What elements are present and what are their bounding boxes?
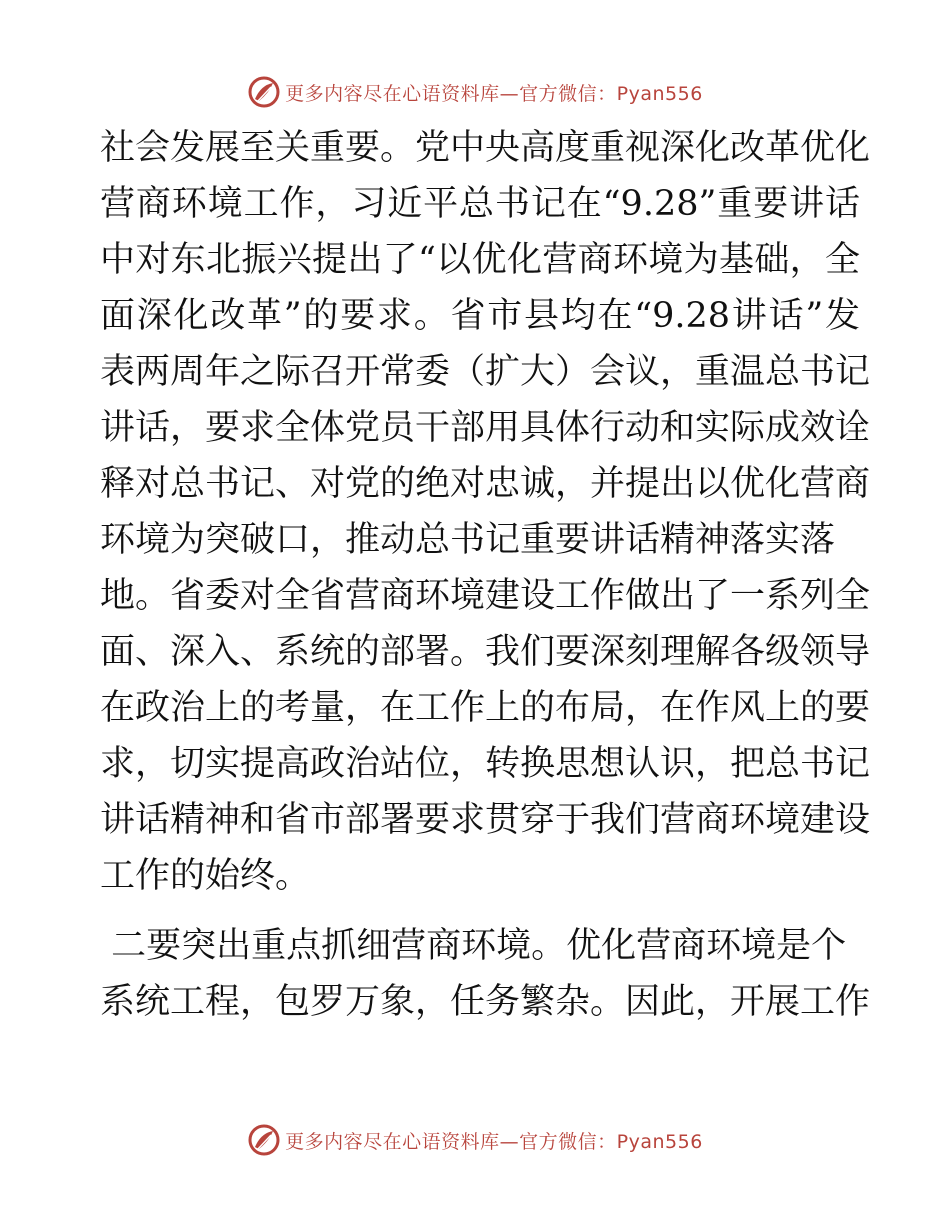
text-line: 讲话，要求全体党员干部用具体行动和实际成效诠	[100, 408, 871, 448]
text-line: 求，切实提高政治站位，转换思想认识，把总书记	[100, 744, 871, 784]
pen-logo-icon	[247, 75, 281, 109]
text-line: 地。省委对全省营商环境建设工作做出了一系列全	[100, 576, 871, 616]
watermark-text: 更多内容尽在心语资料库—官方微信：Pyan556	[285, 1130, 703, 1153]
paragraph-gap	[100, 910, 860, 924]
text-line: 释对总书记、对党的绝对忠诚，并提出以优化营商	[100, 464, 871, 504]
pen-logo-icon	[247, 1123, 281, 1157]
text-line: 面、深入、系统的部署。我们要深刻理解各级领导	[100, 632, 871, 672]
text-line: 讲话精神和省市部署要求贯穿于我们营商环境建设	[100, 800, 871, 840]
footer-watermark	[0, 1120, 950, 1160]
document-body	[100, 126, 871, 1036]
watermark-text: 更多内容尽在心语资料库—官方微信：Pyan556	[285, 82, 703, 105]
text-line: 面深化改革”的要求。省市县均在“9.28讲话”发	[100, 296, 860, 336]
text-line: 环境为突破口，推动总书记重要讲话精神落实落	[100, 520, 836, 560]
text-line: 工作的始终。	[100, 856, 311, 896]
text-line: 营商环境工作，习近平总书记在“9.28”重要讲话	[100, 184, 860, 224]
text-line: 中对东北振兴提出了“以优化营商环境为基础，全	[100, 240, 860, 280]
header-watermark	[0, 72, 950, 112]
paragraph	[100, 924, 871, 1036]
text-line: 系统工程，包罗万象，任务繁杂。因此，开展工作	[100, 982, 871, 1022]
text-line: 二要突出重点抓细营商环境。优化营商环境是个	[100, 926, 847, 966]
paragraph	[100, 126, 871, 910]
text-line: 表两周年之际召开常委（扩大）会议，重温总书记	[100, 352, 871, 392]
text-line: 在政治上的考量，在工作上的布局，在作风上的要	[100, 688, 871, 728]
text-line: 社会发展至关重要。党中央高度重视深化改革优化	[100, 128, 871, 168]
